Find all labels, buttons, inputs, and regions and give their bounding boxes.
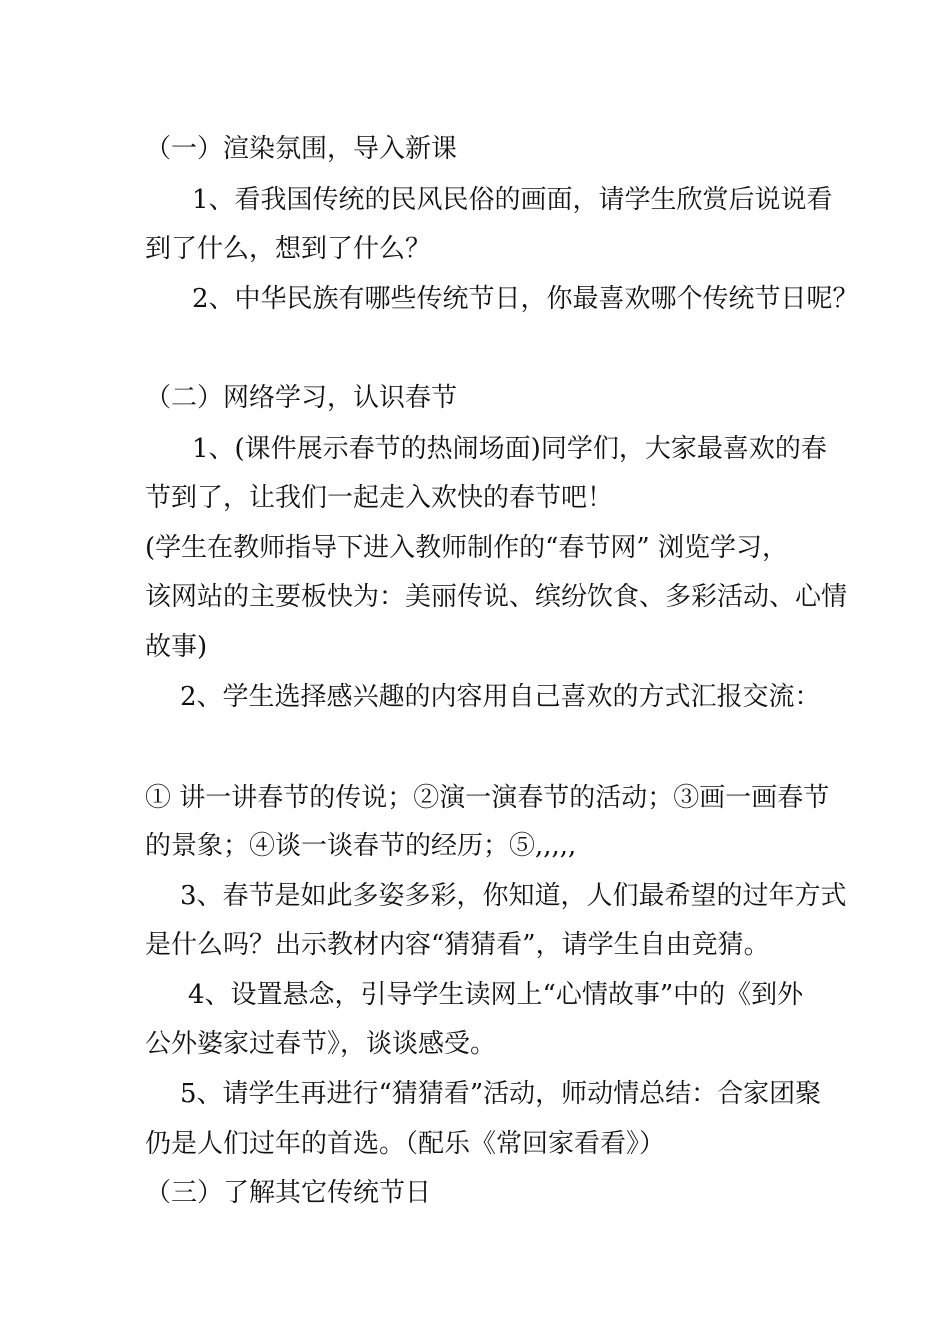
section-heading-2: （二）网络学习，认识春节 — [145, 383, 458, 413]
paragraph-line: 故事) — [145, 632, 208, 662]
paragraph-line: 是什么吗？出示教材内容“猜猜看”，请学生自由竞猜。 — [145, 930, 770, 960]
paragraph-line: 节到了，让我们一起走入欢快的春节吧！ — [145, 483, 614, 513]
paragraph-line: 2、中华民族有哪些传统节日，你最喜欢哪个传统节日呢？ — [192, 284, 859, 314]
paragraph-line: 4、设置悬念，引导学生读网上“心情故事”中的《到外 — [188, 980, 804, 1010]
paragraph-line: 到了什么，想到了什么？ — [145, 234, 432, 264]
paragraph-line: 2、学生选择感兴趣的内容用自己喜欢的方式汇报交流： — [180, 682, 821, 712]
paragraph-line: 3、春节是如此多姿多彩，你知道，人们最希望的过年方式 — [180, 881, 847, 911]
paragraph-line: (学生在教师指导下进入教师制作的“春节网” 浏览学习， — [145, 533, 788, 563]
paragraph-line: 该网站的主要板快为：美丽传说、缤纷饮食、多彩活动、心情 — [145, 582, 848, 612]
paragraph-line: 公外婆家过春节》，谈谈感受。 — [145, 1029, 497, 1059]
paragraph-line: 的景象；④谈一谈春节的经历；⑤,,,,, — [145, 831, 577, 861]
section-heading-3: （三）了解其它传统节日 — [145, 1178, 432, 1208]
paragraph-line: 仍是人们过年的首选。（配乐《常回家看看》） — [145, 1129, 666, 1159]
paragraph-line: 1、(课件展示春节的热闹场面)同学们，大家最喜欢的春 — [192, 434, 827, 464]
paragraph-line: 1、看我国传统的民风民俗的画面，请学生欣赏后说说看 — [192, 185, 833, 215]
paragraph-line: 5、请学生再进行“猜猜看”活动，师动情总结：合家团聚 — [180, 1079, 822, 1109]
paragraph-line: ① 讲一讲春节的传说；②演一演春节的活动；③画一画春节 — [145, 783, 830, 813]
section-heading-1: （一）渲染氛围，导入新课 — [145, 134, 458, 164]
